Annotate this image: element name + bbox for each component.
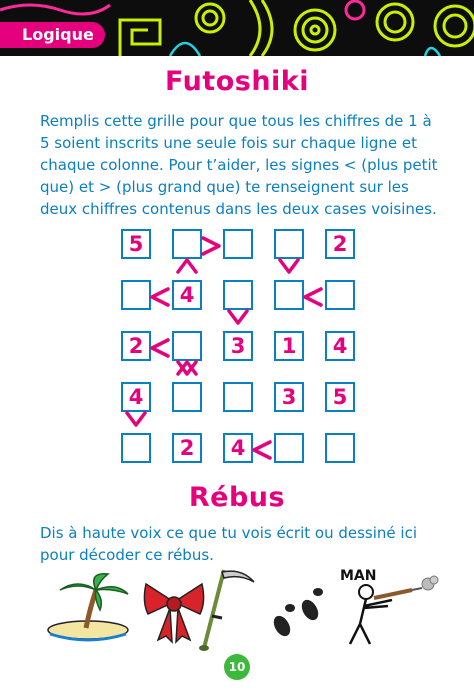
less-than-sign-icon: [251, 439, 275, 461]
grid-cell[interactable]: 4: [223, 433, 253, 463]
header-banner: [0, 0, 474, 56]
grid-cell[interactable]: 1: [274, 331, 304, 361]
rebus-images: [0, 560, 474, 655]
grid-cell[interactable]: [172, 229, 202, 259]
less-than-sign-icon: [149, 337, 173, 359]
puzzle-instructions: Remplis cette grille pour que tous les chiffres de 1 à 5 soient inscrits une seule fois sur chaque ligne et chaque colonne. Pour t’aider, les signes < (plus petit que) et > (plus grand que) te renseignent sur les deux chiffres contenus dans les deux cases voisines.: [40, 112, 438, 218]
less-than-sign-icon: [302, 286, 326, 308]
grid-cell[interactable]: 2: [121, 331, 151, 361]
grid-cell[interactable]: 3: [274, 382, 304, 412]
grid-cell[interactable]: [325, 433, 355, 463]
grid-cell[interactable]: [274, 229, 304, 259]
rebus-instructions: Dis à haute voix ce que tu vois écrit ou dessiné ici pour décoder ce rébus.: [40, 524, 417, 564]
greater-than-sign-icon: [200, 235, 224, 257]
rebus-title: Rébus: [188, 482, 286, 513]
grid-cell[interactable]: 2: [172, 433, 202, 463]
page-number: 10: [224, 654, 250, 680]
grid-cell[interactable]: [274, 280, 304, 310]
grid-cell[interactable]: [172, 382, 202, 412]
footprints-icon: [262, 580, 334, 642]
grid-cell[interactable]: 4: [172, 280, 202, 310]
grid-cell[interactable]: 3: [223, 331, 253, 361]
palm-island-icon: [38, 568, 138, 643]
grid-cell[interactable]: [274, 433, 304, 463]
grid-cell[interactable]: [172, 331, 202, 361]
puzzle-title: Futoshiki: [164, 66, 310, 97]
grid-cell[interactable]: [223, 382, 253, 412]
man-with-rifle-icon: [330, 562, 440, 654]
scythe-icon: [190, 564, 260, 652]
grid-cell[interactable]: 4: [325, 331, 355, 361]
grid-cell[interactable]: [121, 280, 151, 310]
grid-cell[interactable]: 2: [325, 229, 355, 259]
grid-cell[interactable]: 5: [325, 382, 355, 412]
grid-cell[interactable]: [121, 433, 151, 463]
less-than-sign-icon: [149, 286, 173, 308]
grid-cell[interactable]: [223, 280, 253, 310]
man-label: MAN: [340, 568, 377, 584]
grid-cell[interactable]: 4: [121, 382, 151, 412]
grid-cell[interactable]: [325, 280, 355, 310]
grid-cell[interactable]: 5: [121, 229, 151, 259]
section-tag: Logique: [0, 22, 105, 48]
grid-cell[interactable]: [223, 229, 253, 259]
